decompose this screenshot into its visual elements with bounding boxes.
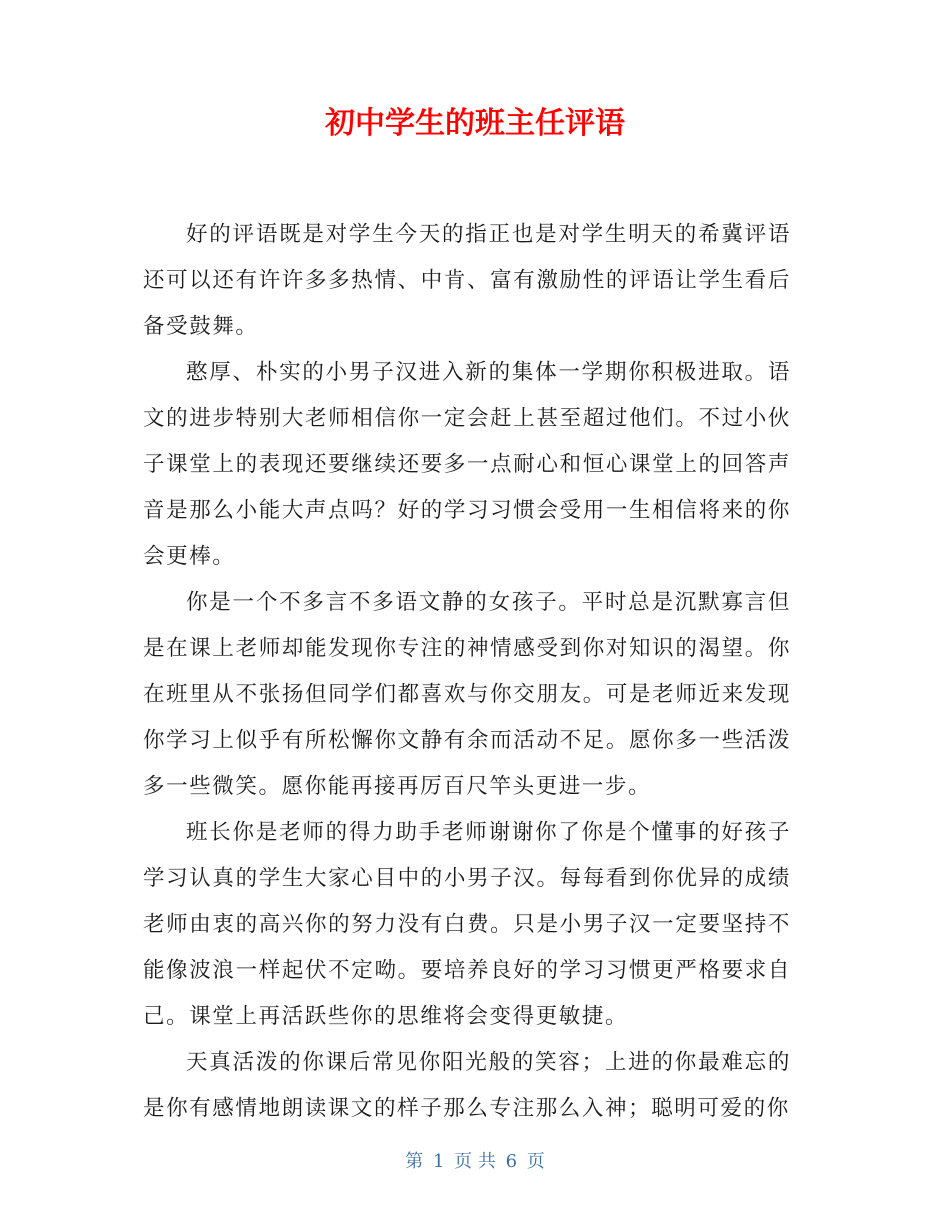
footer-page-mid: 页 共 bbox=[454, 1151, 496, 1172]
footer-current-page: 1 bbox=[432, 1151, 445, 1172]
footer-page-suffix: 页 bbox=[526, 1151, 545, 1172]
page-footer bbox=[0, 1150, 950, 1174]
document-body bbox=[143, 212, 791, 1132]
paragraph-comment-2: 你是一个不多言不多语文静的女孩子。平时总是沉默寡言但是在课上老师却能发现你专注的神情感受到你对知识的渴望。你在班里从不张扬但同学们都喜欢与你交朋友。可是老师近来发现你学习上似乎有所松懈你文静有余而活动不足。愿你多一些活泼多一些微笑。愿你能再接再厉百尺竿头更进一步。 bbox=[143, 590, 791, 799]
paragraph-comment-3: 班长你是老师的得力助手老师谢谢你了你是个懂事的好孩子学习认真的学生大家心目中的小男子汉。每每看到你优异的成绩老师由衷的高兴你的努力没有白费。只是小男子汉一定要坚持不能像波浪一样起伏不定呦。要培养良好的学习习惯更严格要求自己。课堂上再活跃些你的思维将会变得更敏捷。 bbox=[143, 820, 791, 1029]
paragraph-intro: 好的评语既是对学生今天的指正也是对学生明天的希冀评语还可以还有许许多多热情、中肯、富有激励性的评语让学生看后备受鼓舞。 bbox=[143, 222, 791, 339]
footer-total-pages: 6 bbox=[505, 1151, 518, 1172]
paragraph-comment-1: 憨厚、朴实的小男子汉进入新的集体一学期你积极进取。语文的进步特别大老师相信你一定会赶上甚至超过他们。不过小伙子课堂上的表现还要继续还要多一点耐心和恒心课堂上的回答声音是那么小能大声点吗？好的学习习惯会受用一生相信将来的你会更棒。 bbox=[143, 360, 791, 569]
page-title: 初中学生的班主任评语 bbox=[325, 106, 625, 141]
footer-page-prefix: 第 bbox=[405, 1151, 424, 1172]
paragraph-comment-4: 天真活泼的你课后常见你阳光般的笑容；上进的你最难忘的是你有感情地朗读课文的样子那么专注那么入神；聪明可爱的你 bbox=[143, 1050, 791, 1121]
